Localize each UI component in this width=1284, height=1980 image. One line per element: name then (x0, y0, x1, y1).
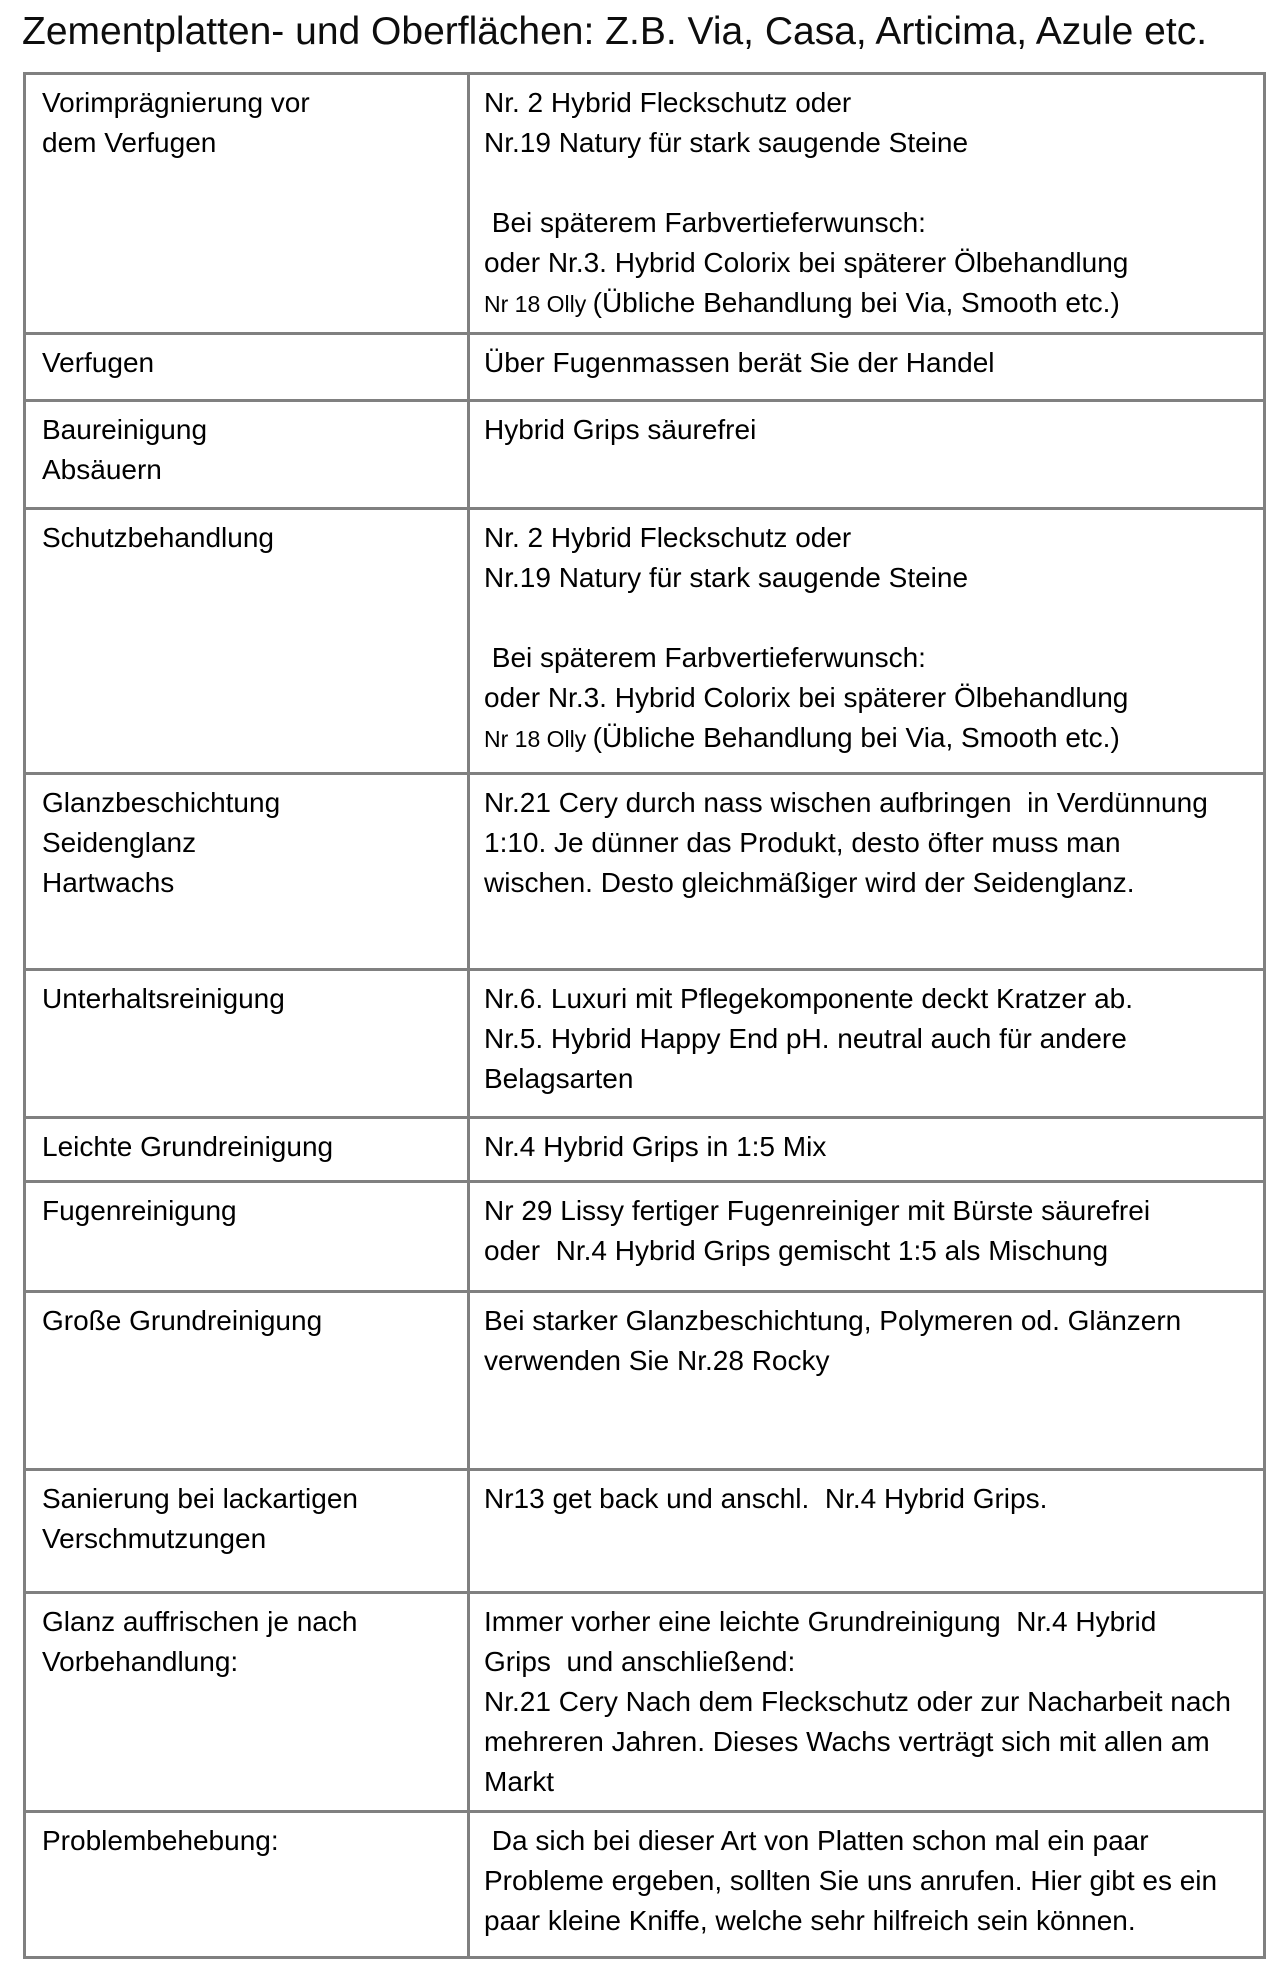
care-table (23, 72, 1266, 1959)
row-content-line (484, 1191, 1249, 1231)
text-segment: oder Nr.3. Hybrid Colorix bei späterer Ölbehandlung (484, 682, 1129, 713)
row-content-line (484, 343, 1249, 383)
row-content-cell (469, 1470, 1265, 1593)
row-label-line: Hartwachs (42, 867, 175, 898)
table-row (25, 1593, 1265, 1812)
row-content-line (484, 863, 1249, 903)
text-segment: paar kleine Kniffe, welche sehr hilfreich sein können. (484, 1905, 1136, 1936)
care-table-body (25, 74, 1265, 1958)
row-label-line: Fugenreinigung (42, 1195, 237, 1226)
row-content-line (484, 1901, 1249, 1941)
text-segment: Nr 18 Olly (484, 726, 593, 752)
table-row (25, 774, 1265, 970)
table-row (25, 1812, 1265, 1958)
row-content-line (484, 123, 1249, 163)
text-segment: wischen. Desto gleichmäßiger wird der Seidenglanz. (484, 867, 1135, 898)
table-row (25, 74, 1265, 334)
row-label-cell (25, 1812, 469, 1958)
row-content-line (484, 638, 1249, 678)
row-content-line (484, 598, 1249, 638)
row-content-line (484, 1762, 1249, 1802)
text-segment: Probleme ergeben, sollten Sie uns anrufen. Hier gibt es ein (484, 1865, 1218, 1896)
table-row (25, 970, 1265, 1118)
row-label-line: Baureinigung (42, 414, 208, 445)
text-segment: Bei starker Glanzbeschichtung, Polymeren od. Glänzern (484, 1305, 1182, 1336)
row-content-line (484, 1821, 1249, 1861)
table-row (25, 401, 1265, 509)
table-row (25, 1292, 1265, 1470)
row-label-line: Schutzbehandlung (42, 522, 274, 553)
text-segment: 1:10. Je dünner das Produkt, desto öfter muss man (484, 827, 1121, 858)
row-label-line: Sanierung bei lackartigen (42, 1483, 358, 1514)
row-content-cell (469, 970, 1265, 1118)
row-label-cell (25, 1292, 469, 1470)
row-label-cell (25, 334, 469, 401)
row-label-cell (25, 401, 469, 509)
row-content-cell (469, 401, 1265, 509)
row-content-line (484, 718, 1249, 759)
text-segment: Markt (484, 1766, 554, 1797)
row-content-cell (469, 1593, 1265, 1812)
row-content-line (484, 1019, 1249, 1059)
row-content-line (484, 410, 1249, 450)
row-label-line: Vorbehandlung: (42, 1646, 239, 1677)
text-segment: mehreren Jahren. Dieses Wachs verträgt sich mit allen am (484, 1726, 1210, 1757)
row-label-cell (25, 74, 469, 334)
row-content-line (484, 518, 1249, 558)
row-label-line: Verfugen (42, 347, 155, 378)
text-segment: Nr.19 Natury für stark saugende Steine (484, 562, 969, 593)
text-segment: Da sich bei dieser Art von Platten schon mal ein paar (484, 1825, 1149, 1856)
text-segment: (Übliche Behandlung bei Via, Smooth etc.) (592, 722, 1120, 753)
row-content-line (484, 163, 1249, 203)
text-segment: oder Nr.4 Hybrid Grips gemischt 1:5 als Mischung (484, 1235, 1109, 1266)
text-segment: Grips und anschließend: (484, 1646, 796, 1677)
row-content-line (484, 823, 1249, 863)
row-content-line (484, 1341, 1249, 1381)
row-content-line (484, 558, 1249, 598)
page-title: Zementplatten- und Oberflächen: Z.B. Via, Casa, Articima, Azule etc. (22, 10, 1208, 53)
text-segment: Hybrid Grips säurefrei (484, 414, 757, 445)
row-content-line (484, 1722, 1249, 1762)
row-content-cell (469, 1118, 1265, 1182)
row-content-cell (469, 74, 1265, 334)
row-content-cell (469, 1292, 1265, 1470)
row-label-line: dem Verfugen (42, 127, 217, 158)
text-segment: Nr.5. Hybrid Happy End pH. neutral auch für andere (484, 1023, 1127, 1054)
text-segment: Nr.21 Cery durch nass wischen aufbringen in Verdünnung (484, 787, 1208, 818)
row-content-line (484, 783, 1249, 823)
text-segment: oder Nr.3. Hybrid Colorix bei späterer Ölbehandlung (484, 247, 1129, 278)
row-label-cell (25, 1470, 469, 1593)
text-segment: Nr.21 Cery Nach dem Fleckschutz oder zur Nacharbeit nach (484, 1686, 1231, 1717)
row-content-cell (469, 334, 1265, 401)
row-label-cell (25, 774, 469, 970)
text-segment: Nr.6. Luxuri mit Pflegekomponente deckt Kratzer ab. (484, 983, 1133, 1014)
row-content-line (484, 979, 1249, 1019)
table-row (25, 509, 1265, 774)
table-row (25, 1118, 1265, 1182)
text-segment: verwenden Sie Nr.28 Rocky (484, 1345, 830, 1376)
row-content-line (484, 678, 1249, 718)
table-row (25, 334, 1265, 401)
row-content-line (484, 1059, 1249, 1099)
row-content-line (484, 1301, 1249, 1341)
row-label-line: Große Grundreinigung (42, 1305, 323, 1336)
text-segment: Bei späterem Farbvertieferwunsch: (484, 207, 926, 238)
row-content-line (484, 1479, 1249, 1519)
text-segment: Nr.19 Natury für stark saugende Steine (484, 127, 969, 158)
row-label-line: Vorimprägnierung vor (42, 87, 310, 118)
row-label-cell (25, 970, 469, 1118)
row-content-line (484, 1602, 1249, 1642)
row-content-cell (469, 1182, 1265, 1292)
row-label-cell (25, 1118, 469, 1182)
text-segment: Über Fugenmassen berät Sie der Handel (484, 347, 995, 378)
text-segment: Nr.4 Hybrid Grips in 1:5 Mix (484, 1131, 827, 1162)
row-content-line (484, 1642, 1249, 1682)
row-content-line (484, 1861, 1249, 1901)
row-label-line: Seidenglanz (42, 827, 197, 858)
row-label-line: Leichte Grundreinigung (42, 1131, 334, 1162)
text-segment: Immer vorher eine leichte Grundreinigung Nr.4 Hybrid (484, 1606, 1157, 1637)
row-label-cell (25, 509, 469, 774)
row-label-cell (25, 1593, 469, 1812)
text-segment: Nr 29 Lissy fertiger Fugenreiniger mit Bürste säurefrei (484, 1195, 1151, 1226)
row-content-line (484, 83, 1249, 123)
text-segment: Nr. 2 Hybrid Fleckschutz oder (484, 522, 852, 553)
text-segment: Nr13 get back und anschl. Nr.4 Hybrid Grips. (484, 1483, 1048, 1514)
row-content-line (484, 243, 1249, 283)
row-content-cell (469, 774, 1265, 970)
row-content-line (484, 283, 1249, 324)
row-content-line (484, 1231, 1249, 1271)
row-label-line: Glanzbeschichtung (42, 787, 281, 818)
text-segment: Nr. 2 Hybrid Fleckschutz oder (484, 87, 852, 118)
row-label-line: Verschmutzungen (42, 1523, 267, 1554)
row-label-cell (25, 1182, 469, 1292)
row-content-cell (469, 509, 1265, 774)
row-label-line: Absäuern (42, 454, 162, 485)
text-segment: Nr 18 Olly (484, 291, 593, 317)
text-segment: Belagsarten (484, 1063, 634, 1094)
row-label-line: Unterhaltsreinigung (42, 983, 285, 1014)
text-segment: Bei späterem Farbvertieferwunsch: (484, 642, 926, 673)
table-row (25, 1182, 1265, 1292)
row-label-line: Problembehebung: (42, 1825, 279, 1856)
row-content-line (484, 203, 1249, 243)
row-content-line (484, 1682, 1249, 1722)
row-label-line: Glanz auffrischen je nach (42, 1606, 358, 1637)
row-content-line (484, 1127, 1249, 1167)
row-content-cell (469, 1812, 1265, 1958)
table-row (25, 1470, 1265, 1593)
text-segment: (Übliche Behandlung bei Via, Smooth etc.) (592, 287, 1120, 318)
